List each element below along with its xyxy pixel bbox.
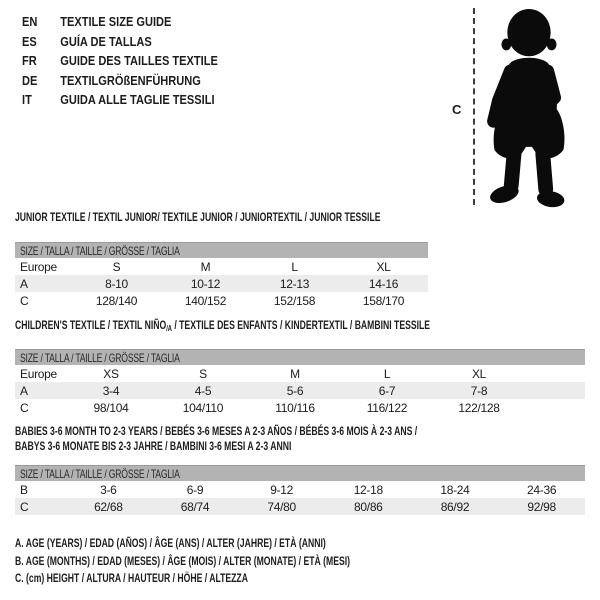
age-cell: 18-24	[440, 482, 470, 497]
spacer-cell	[525, 382, 585, 399]
age-cell: 6-7	[341, 382, 433, 399]
table-row-europe	[15, 365, 585, 382]
language-legend	[22, 12, 252, 110]
height-cell: 116/122	[366, 400, 408, 415]
age-cell: 5-6	[249, 382, 341, 399]
table-row-age	[15, 275, 428, 292]
babies-title-line2: BABYS 3-6 MONATE BIS 2-3 JAHRE / BAMBINI 3-6 MESI A 2-3 ANNI	[15, 438, 292, 453]
table-row-age-months	[15, 481, 585, 498]
age-cell: 6-9	[186, 482, 204, 497]
size-cell: XL	[376, 259, 391, 274]
footnote-a: A. AGE (YEARS) / EDAD (AÑOS) / ÂGE (ANS) / ALTER (JAHRE) / ETÀ (ANNI)	[15, 536, 326, 550]
size-header-row	[15, 350, 585, 366]
row-label: Europe	[20, 259, 57, 274]
height-cell: 68/74	[152, 498, 239, 515]
size-header-bar	[15, 466, 585, 482]
size-cell: S	[199, 366, 207, 381]
language-row-de	[22, 71, 218, 91]
language-code: IT	[22, 92, 32, 107]
language-row-es	[22, 32, 218, 52]
children-size-table	[15, 349, 585, 416]
spacer-cell	[525, 399, 585, 416]
spacer-cell	[525, 365, 585, 382]
age-cell: 8-10	[72, 275, 161, 292]
title-subscript: /A	[166, 324, 172, 333]
age-cell: 14-16	[339, 275, 428, 292]
height-cell: 122/128	[458, 400, 500, 415]
height-cell: 104/110	[182, 400, 224, 415]
height-marker-label: C	[452, 102, 462, 117]
language-row-fr	[22, 51, 218, 71]
babies-size-table	[15, 465, 585, 515]
height-dashed-line	[473, 8, 475, 205]
footnote-c: C. (cm) HEIGHT / ALTURA / HAUTEUR / HÖHE / ALTEZZA	[15, 571, 248, 585]
height-cell: 158/170	[362, 293, 405, 308]
size-cell: XL	[471, 366, 487, 381]
language-code: FR	[22, 53, 37, 68]
age-cell: 7-8	[433, 382, 525, 399]
language-label: TEXTILE SIZE GUIDE	[60, 14, 172, 29]
language-code: DE	[22, 72, 38, 88]
table-row-height	[15, 399, 585, 416]
age-cell: 4-5	[157, 382, 249, 399]
size-cell: M	[200, 259, 211, 274]
row-label: C	[15, 498, 65, 515]
language-row-en	[22, 12, 218, 32]
age-cell: 24-36	[527, 482, 557, 497]
size-header-label: SIZE / TALLA / TAILLE / GRÖSSE / TAGLIA	[20, 466, 180, 481]
height-cell: 86/92	[412, 498, 499, 515]
row-label: C	[20, 293, 29, 308]
height-cell: 128/140	[95, 293, 138, 308]
children-table-title	[15, 318, 591, 337]
table-row-height	[15, 292, 428, 309]
language-label: TEXTILGRÖßENFÜHRUNG	[60, 72, 201, 88]
height-cell: 62/68	[65, 498, 152, 515]
language-label: GUIDA ALLE TAGLIE TESSILI	[60, 92, 215, 107]
size-header-bar	[15, 350, 585, 366]
row-label: C	[20, 400, 29, 415]
table-row-height	[15, 498, 585, 515]
title-suffix: / TEXTILE DES ENFANTS / KINDERTEXTIL / BAMBINI TESSILE	[171, 318, 431, 332]
table-row-europe	[15, 258, 428, 275]
table-row-age	[15, 382, 585, 399]
size-header-bar	[15, 243, 428, 259]
babies-table-title	[15, 424, 574, 453]
height-cell: 152/158	[273, 293, 316, 308]
age-cell: 12-18	[353, 482, 383, 497]
row-label: B	[20, 482, 28, 497]
row-label: Europe	[20, 366, 57, 381]
language-label: GUÍA DE TALLAS	[60, 33, 152, 49]
baby-silhouette-icon	[481, 6, 576, 208]
height-cell: 80/86	[325, 498, 412, 515]
footnotes	[15, 535, 480, 588]
height-cell: 110/116	[275, 400, 315, 415]
junior-size-table	[15, 242, 428, 309]
size-cell: M	[290, 366, 300, 381]
language-row-it	[22, 90, 218, 110]
height-cell: 98/104	[93, 400, 129, 415]
size-header-row	[15, 466, 585, 482]
size-header-label: SIZE / TALLA / TAILLE / GRÖSSE / TAGLIA	[20, 243, 180, 258]
junior-table-title: JUNIOR TEXTILE / TEXTIL JUNIOR/ TEXTILE JUNIOR / JUNIORTEXTIL / JUNIOR TESSILE	[15, 210, 381, 224]
size-cell: L	[291, 259, 298, 274]
size-cell: S	[112, 259, 121, 274]
language-label: GUIDE DES TAILLES TEXTILE	[60, 53, 218, 68]
age-cell: 3-6	[100, 482, 117, 497]
title-prefix: CHILDREN'S TEXTILE / TEXTIL NIÑO	[15, 318, 167, 332]
footnote-b: B. AGE (MONTHS) / EDAD (MESES) / ÂGE (MOIS) / ALTER (MONATE) / ETÀ (MESI)	[15, 553, 351, 568]
size-cell: L	[383, 366, 391, 381]
age-cell: 12-13	[250, 275, 339, 292]
age-cell: 3-4	[65, 382, 157, 399]
babies-title-line1: BABIES 3-6 MONTH TO 2-3 YEARS / BEBÉS 3-6 MESES A 2-3 AÑOS / BÉBÉS 3-6 MOIS À 2-3 ANS /	[15, 424, 418, 438]
row-label: A	[15, 382, 65, 399]
size-header-label: SIZE / TALLA / TAILLE / GRÖSSE / TAGLIA	[20, 350, 180, 365]
row-label: A	[15, 275, 72, 292]
language-code: EN	[22, 14, 38, 29]
language-code: ES	[22, 33, 37, 49]
height-cell: 92/98	[498, 498, 585, 515]
age-cell: 10-12	[161, 275, 250, 292]
age-cell: 9-12	[270, 482, 294, 497]
height-cell: 140/152	[184, 293, 227, 308]
size-header-row	[15, 243, 428, 259]
size-cell: XS	[103, 366, 119, 381]
height-cell: 74/80	[238, 498, 325, 515]
